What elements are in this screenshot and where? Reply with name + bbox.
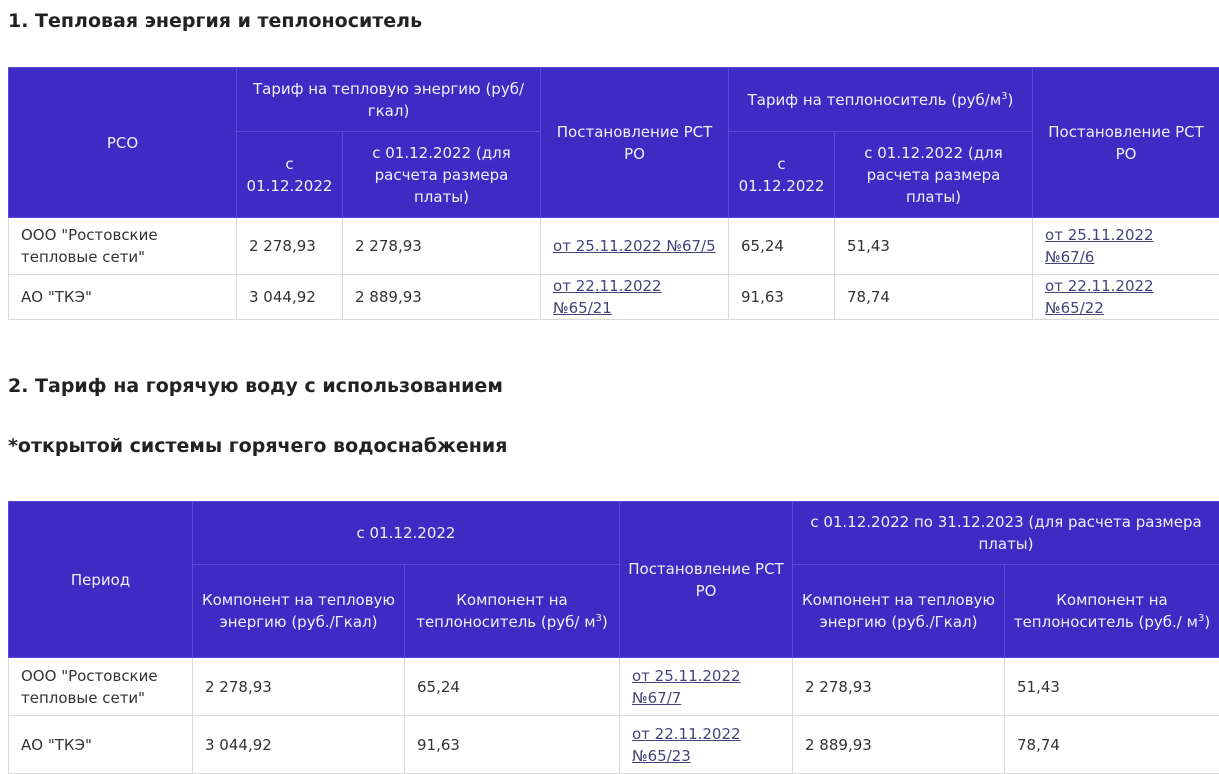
carrier-component-value: 91,63 [405,716,620,774]
header-heat-payment: с 01.12.2022 (для расчета размера платы) [343,132,541,218]
header-carrier-from: с 01.12.2022 [729,132,835,218]
hot-water-tariff-table [8,501,1219,774]
section1-heading: 1. Тепловая энергия и теплоноситель [8,10,422,32]
decree-link[interactable]: от 22.11.2022 №65/23 [632,725,741,765]
decree-link[interactable]: от 22.11.2022 №65/21 [553,277,662,317]
decree-link[interactable]: от 25.11.2022 №67/6 [1045,226,1154,266]
header-carrier-component-payment: Компонент на теплоноситель (руб./ $м^3$) [1005,565,1219,658]
carrier-tariff-payment-value: 78,74 [835,275,1033,320]
section2-heading: 2. Тариф на горячую воду с использованием [8,375,503,397]
heat-component-value: 2 278,93 [193,658,405,716]
header-payment-period: с 01.12.2022 по 31.12.2023 (для расчета размера платы) [793,502,1219,565]
section2-subheading: *открытой системы горячего водоснабжения [8,435,507,457]
header-carrier-tariff: Тариф на теплоноситель $(руб/м^3)$ [729,68,1033,132]
header-heat-tariff: Тариф на тепловую энергию (руб/гкал) [237,68,541,132]
heat-tariff-value: 2 278,93 [237,218,343,275]
heat-tariff-payment-value: 2 889,93 [343,275,541,320]
decree-link[interactable]: от 25.11.2022 №67/5 [553,237,716,255]
header-from-date: с 01.12.2022 [193,502,620,565]
table-row [9,275,1219,320]
header-heat-from: с 01.12.2022 [237,132,343,218]
period-name: ООО "Ростовские тепловые сети" [9,658,193,716]
carrier-component-payment-value: 78,74 [1005,716,1219,774]
table-row [9,218,1219,275]
carrier-tariff-value: 91,63 [729,275,835,320]
rso-name: АО "ТКЭ" [9,275,237,320]
header-decree: Постановление РСТ РО [620,502,793,658]
header-decree-heat: Постановление РСТ РО [541,68,729,218]
table-row [9,658,1219,716]
header-decree-carrier: Постановление РСТ РО [1033,68,1219,218]
carrier-tariff-value: 65,24 [729,218,835,275]
carrier-tariff-payment-value: 51,43 [835,218,1033,275]
carrier-component-value: 65,24 [405,658,620,716]
header-carrier-component: Компонент на теплоноситель (руб/ $м^3$) [405,565,620,658]
heat-component-payment-value: 2 889,93 [793,716,1005,774]
table-row [9,716,1219,774]
rso-name: ООО "Ростовские тепловые сети" [9,218,237,275]
period-name: АО "ТКЭ" [9,716,193,774]
header-heat-component-payment: Компонент на тепловую энергию (руб./Гкал) [793,565,1005,658]
heat-component-payment-value: 2 278,93 [793,658,1005,716]
decree-link[interactable]: от 22.11.2022 №65/22 [1045,277,1154,317]
carrier-component-payment-value: 51,43 [1005,658,1219,716]
header-period: Период [9,502,193,658]
header-rso: РСО [9,68,237,218]
header-heat-component: Компонент на тепловую энергию (руб./Гкал) [193,565,405,658]
heat-tariff-table [8,67,1219,320]
heat-tariff-payment-value: 2 278,93 [343,218,541,275]
decree-link[interactable]: от 25.11.2022 №67/7 [632,667,741,707]
header-carrier-payment: с 01.12.2022 (для расчета размера платы) [835,132,1033,218]
heat-component-value: 3 044,92 [193,716,405,774]
heat-tariff-value: 3 044,92 [237,275,343,320]
